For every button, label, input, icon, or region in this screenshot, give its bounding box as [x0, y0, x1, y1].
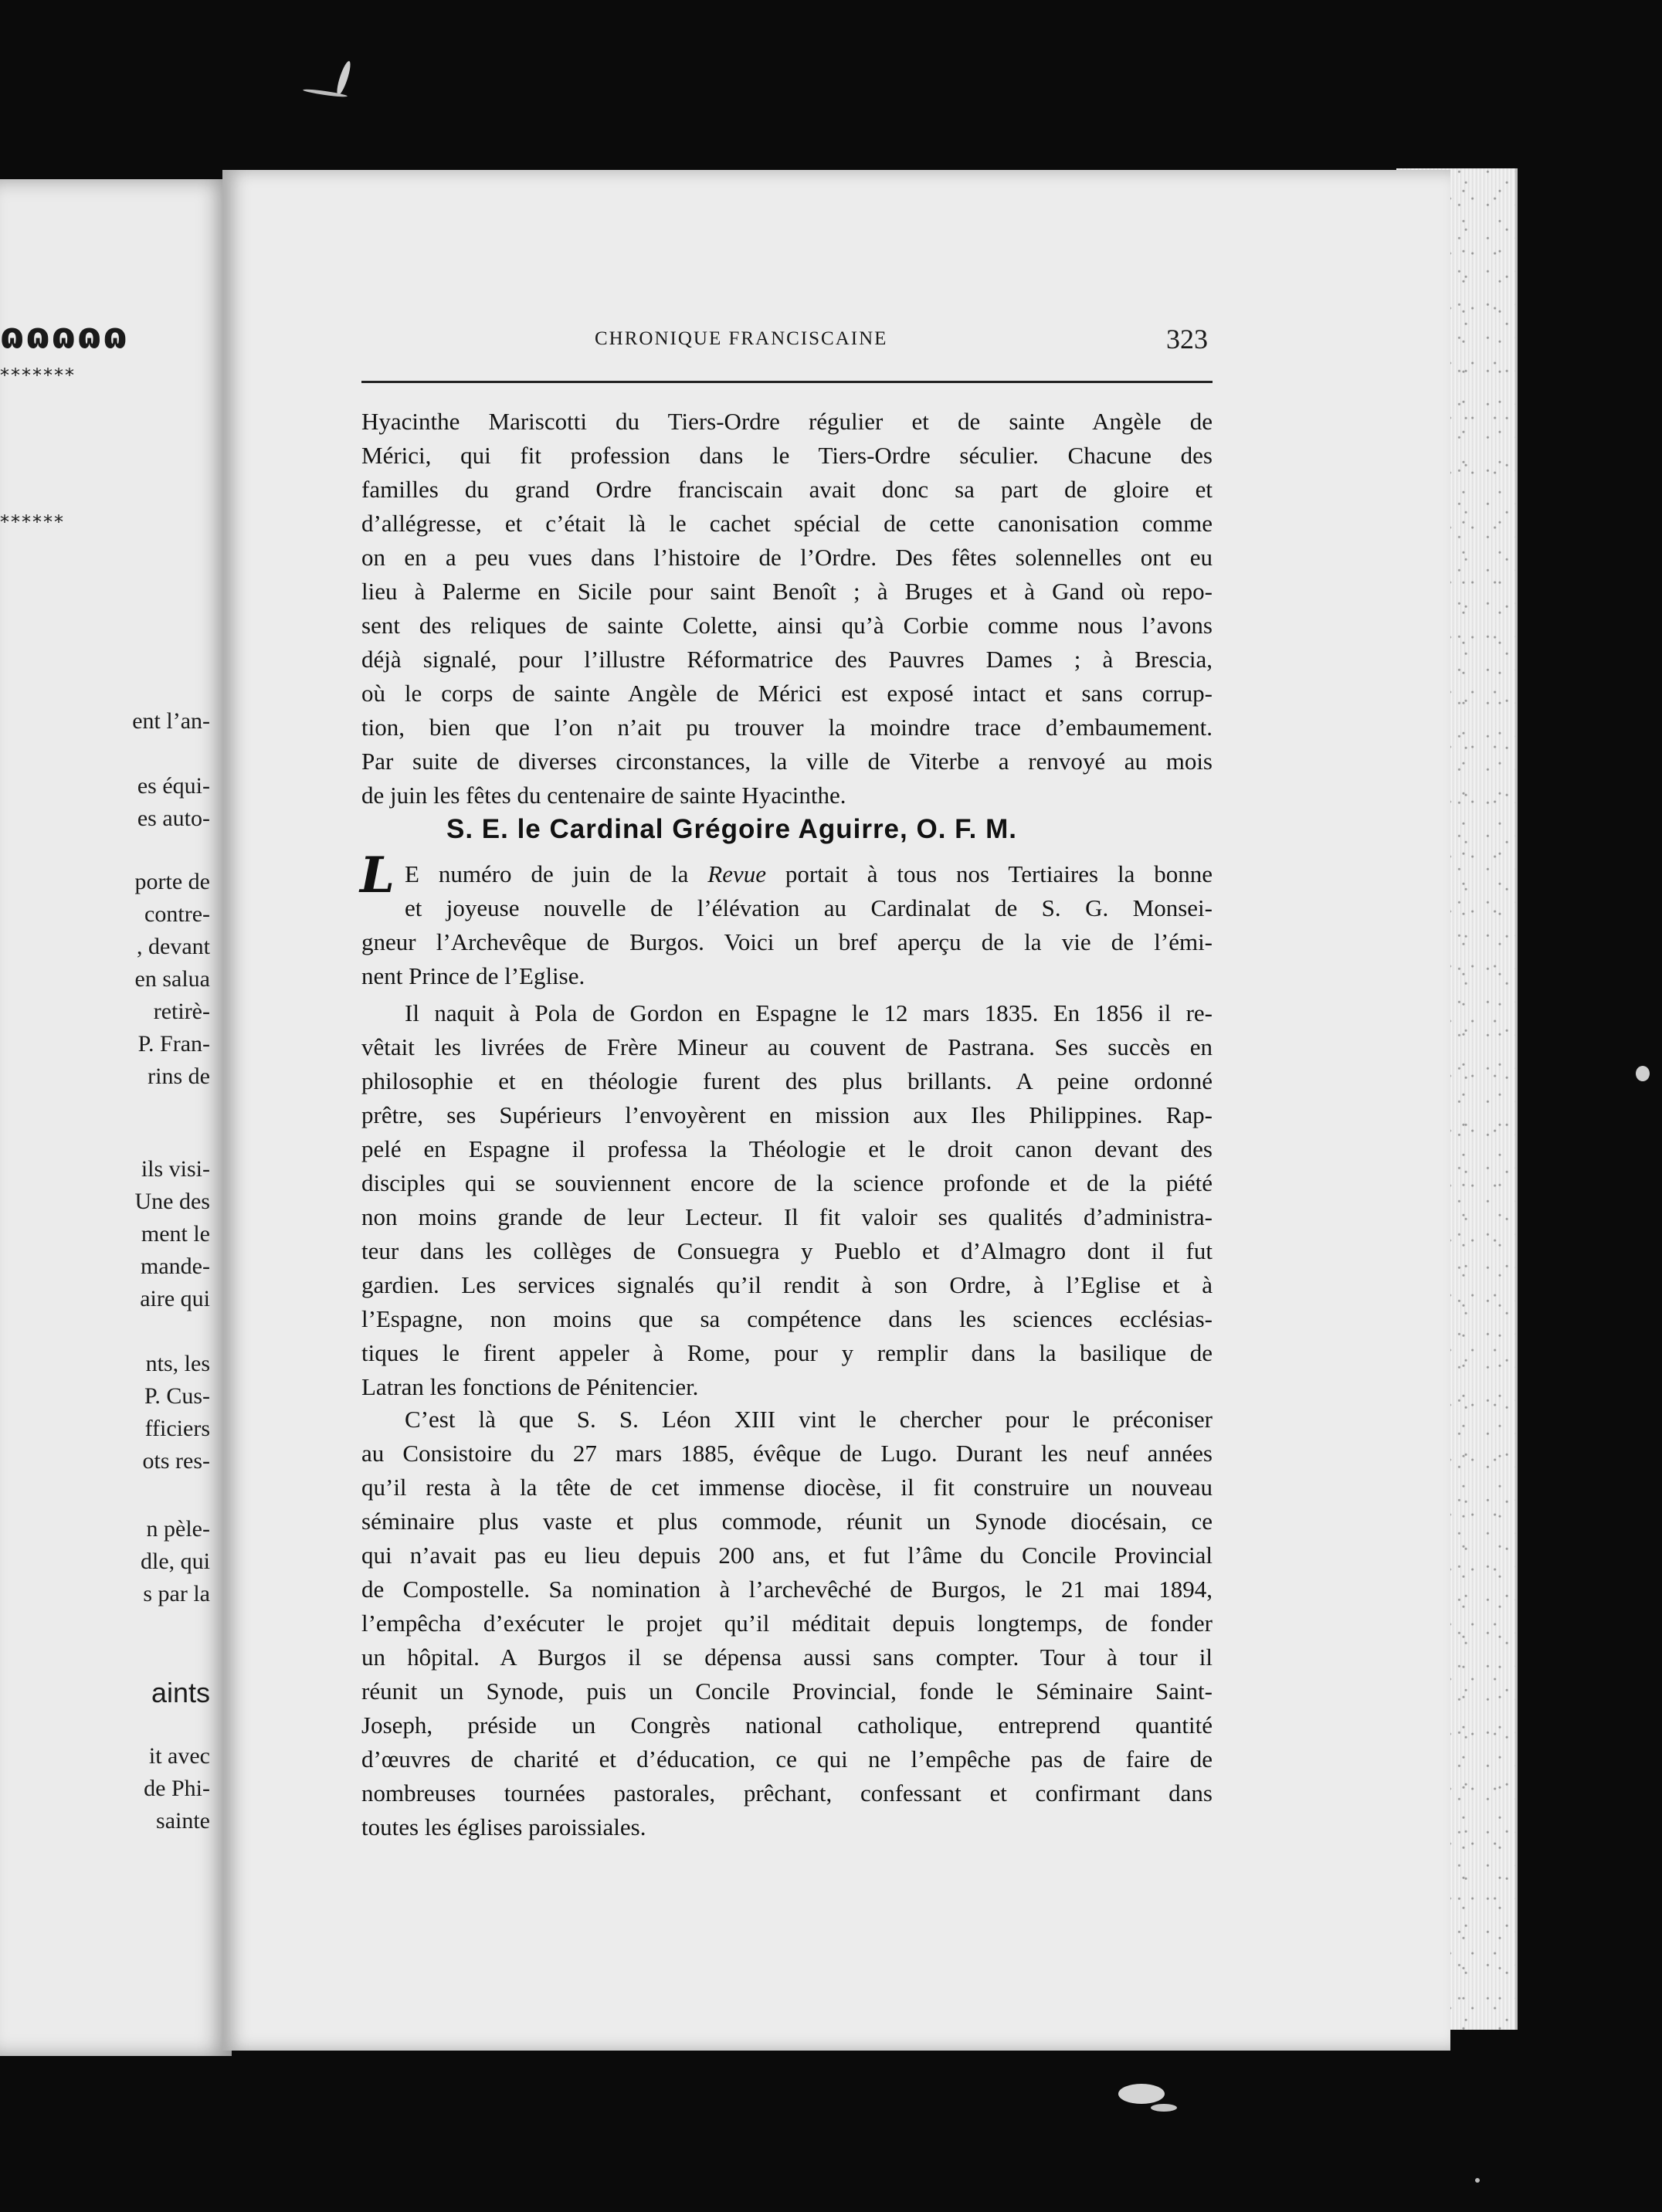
left-fragment: contre-: [144, 901, 210, 927]
text-line: l’Espagne, non moins que sa compétence dans les sciences ecclésias-: [361, 1305, 1213, 1332]
text-line: gneur l’Archevêque de Burgos. Voici un bref aperçu de la vie de l’émi-: [361, 928, 1213, 955]
text-line: tion, bien que l’on n’ait pu trouver la moindre trace d’embaumement.: [361, 714, 1213, 741]
text-line: vêtait les livrées de Frère Mineur au couvent de Pastrana. Ses succès en: [361, 1033, 1213, 1060]
left-fragment: sainte: [156, 1808, 210, 1834]
text-line: Latran les fonctions de Pénitencier.: [361, 1373, 699, 1400]
left-fragment: fficiers: [144, 1416, 210, 1441]
left-fragment: ment le: [141, 1221, 210, 1247]
left-fragment: n pèle-: [146, 1516, 210, 1542]
text-line: Mérici, qui fit profession dans le Tiers-Ordre séculier. Chacune des: [361, 442, 1213, 469]
text-line: C’est là que S. S. Léon XIII vint le chercher pour le préconiser: [405, 1406, 1213, 1433]
text-line: au Consistoire du 27 mars 1885, évêque de Lugo. Durant les neuf années: [361, 1440, 1213, 1467]
left-fragment: , devant: [137, 934, 210, 959]
text-line: philosophie et en théologie furent des plus brillants. A peine ordonné: [361, 1067, 1213, 1094]
text-line: l’empêcha d’exécuter le projet qu’il méditait depuis longtemps, de fonder: [361, 1610, 1213, 1637]
left-fragment: P. Fran-: [137, 1031, 210, 1057]
text-line: nombreuses tournées pastorales, prêchant, confessant et confirmant dans: [361, 1779, 1213, 1807]
text-line: d’œuvres de charité et d’éducation, ce qui ne l’empêche pas de faire de: [361, 1746, 1213, 1773]
left-fragment: Une des: [134, 1189, 210, 1214]
left-fragment: P. Cus-: [144, 1383, 210, 1409]
text-line: sent des reliques de sainte Colette, ainsi qu’à Corbie comme nous l’avons: [361, 612, 1213, 639]
italic-title: Revue: [707, 860, 766, 887]
text-line: Hyacinthe Mariscotti du Tiers-Ordre régulier et de sainte Angèle de: [361, 408, 1213, 435]
text-line: tiques le firent appeler à Rome, pour y remplir dans la basilique de: [361, 1339, 1213, 1366]
left-fragment: es équi-: [137, 773, 210, 799]
text-line: déjà signalé, pour l’illustre Réformatrice des Pauvres Dames ; à Brescia,: [361, 646, 1213, 673]
text-line: qui n’avait pas eu lieu depuis 200 ans, et fut l’âme du Concile Provincial: [361, 1542, 1213, 1569]
header-rule: [361, 381, 1213, 383]
text-line: Par suite de diverses circonstances, la ville de Viterbe a renvoyé au mois: [361, 748, 1213, 775]
text-run: portait à tous nos Tertiaires la bonne: [765, 860, 1213, 887]
text-line: teur dans les collèges de Consuegra y Pueblo et d’Almagro dont il fut: [361, 1237, 1213, 1264]
left-heading-fragment: aints: [151, 1677, 210, 1708]
dust-speck: [1636, 1066, 1650, 1081]
text-line: prêtre, ses Supérieurs l’envoyèrent en mission aux Iles Philippines. Rap-: [361, 1101, 1213, 1128]
text-line-with-italic: [405, 857, 1213, 891]
left-fragment: mande-: [141, 1254, 210, 1279]
dust-speck: [334, 60, 353, 97]
text-line: lieu à Palerme en Sicile pour saint Benoît ; à Bruges et à Gand où repo-: [361, 578, 1213, 605]
left-fragment: ots res-: [142, 1448, 210, 1474]
running-head: CHRONIQUE FRANCISCAINE: [595, 328, 888, 349]
text-line: Joseph, préside un Congrès national catholique, entreprend quantité: [361, 1712, 1213, 1739]
left-page: [0, 179, 232, 2056]
left-fragment: es auto-: [137, 806, 210, 831]
text-line: d’allégresse, et c’était là le cachet spécial de cette canonisation comme: [361, 510, 1213, 537]
page-number: 323: [1166, 324, 1208, 355]
dust-speck: [1118, 2084, 1165, 2104]
left-fragment: rins de: [148, 1064, 210, 1089]
text-line: réunit un Synode, puis un Concile Provincial, fonde le Séminaire Saint-: [361, 1678, 1213, 1705]
left-ornament-stars: *******: [0, 365, 76, 386]
text-line: gardien. Les services signalés qu’il rendit à son Ordre, à l’Eglise et à: [361, 1271, 1213, 1298]
left-fragment: retirè-: [153, 999, 210, 1024]
text-line: un hôpital. A Burgos il se dépensa aussi sans compter. Tour à tour il: [361, 1644, 1213, 1671]
text-line: nent Prince de l’Eglise.: [361, 962, 585, 989]
left-fragment: porte de: [134, 869, 210, 894]
left-fragment: dle, qui: [141, 1549, 210, 1574]
text-line: séminaire plus vaste et plus commode, réunit un Synode diocésain, ce: [361, 1508, 1213, 1535]
dust-speck: [1475, 2178, 1480, 2183]
left-fragment: it avec: [148, 1743, 210, 1769]
text-line: disciples qui se souviennent encore de la science profonde et de la piété: [361, 1169, 1213, 1196]
left-ornament-stars-2: ******: [0, 511, 65, 533]
left-fragment: en salua: [134, 966, 210, 992]
text-line: de Compostelle. Sa nomination à l’archevêché de Burgos, le 21 mai 1894,: [361, 1576, 1213, 1603]
text-line: qu’il resta à la tête de cet immense diocèse, il fit construire un nouveau: [361, 1474, 1213, 1501]
text-run: E numéro de juin de la: [405, 860, 708, 887]
text-line: et joyeuse nouvelle de l’élévation au Cardinalat de S. G. Monsei-: [405, 894, 1213, 921]
left-fragment: de Phi-: [144, 1776, 210, 1801]
text-line: familles du grand Ordre franciscain avait donc sa part de gloire et: [361, 476, 1213, 503]
text-line: de juin les fêtes du centenaire de sainte Hyacinthe.: [361, 782, 846, 809]
text-line: toutes les églises paroissiales.: [361, 1813, 646, 1841]
text-line: Il naquit à Pola de Gordon en Espagne le 12 mars 1835. En 1856 il re-: [405, 999, 1213, 1026]
section-title: S. E. le Cardinal Grégoire Aguirre, O. F. M.: [446, 814, 1017, 844]
dust-speck: [1151, 2104, 1177, 2112]
text-line: non moins grande de leur Lecteur. Il fit valoir ses qualités d’administra-: [361, 1203, 1213, 1230]
drop-cap: L: [360, 846, 395, 904]
left-fragment: aire qui: [140, 1286, 210, 1311]
left-ornament-top: ɷɷɷɷɷ: [0, 315, 129, 357]
text-line: où le corps de sainte Angèle de Mérici est exposé intact et sans corrup-: [361, 680, 1213, 707]
left-fragment: nts, les: [145, 1351, 210, 1376]
left-fragment: s par la: [143, 1581, 210, 1606]
text-line: pelé en Espagne il professa la Théologie et le droit canon devant des: [361, 1135, 1213, 1162]
left-fragment: ent l’an-: [132, 708, 210, 734]
text-line: on en a peu vues dans l’histoire de l’Ordre. Des fêtes solennelles ont eu: [361, 544, 1213, 571]
left-fragment: ils visi-: [141, 1156, 210, 1182]
